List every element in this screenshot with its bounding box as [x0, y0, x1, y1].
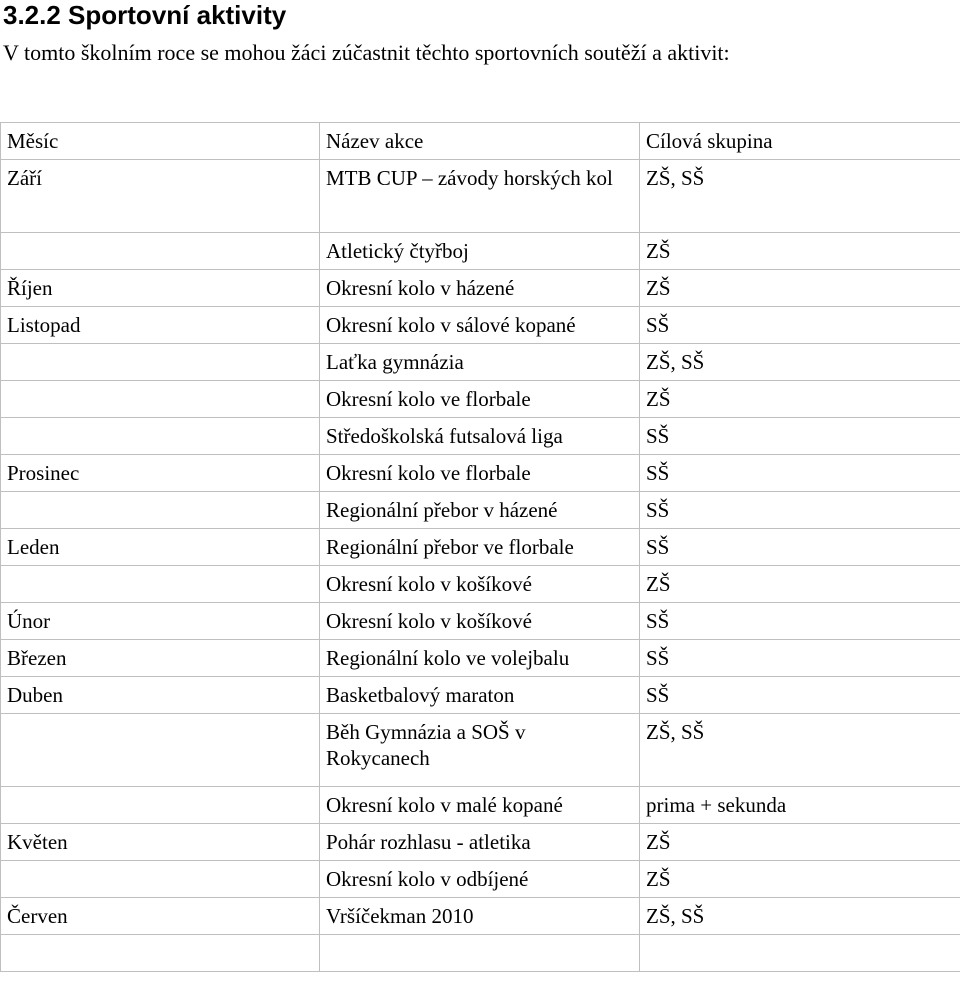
cell-event: Basketbalový maraton — [320, 677, 640, 714]
header-target-group: Cílová skupina — [640, 123, 960, 160]
cell-target: prima + sekunda — [640, 787, 960, 824]
cell-month: Duben — [1, 677, 320, 714]
cell-target: SŠ — [640, 677, 960, 714]
cell-event — [320, 935, 640, 972]
cell-month — [1, 344, 320, 381]
cell-target: SŠ — [640, 492, 960, 529]
cell-event: Okresní kolo ve florbale — [320, 381, 640, 418]
table-row — [1, 492, 960, 529]
cell-target: SŠ — [640, 640, 960, 677]
cell-month: Květen — [1, 824, 320, 861]
table-row — [1, 640, 960, 677]
cell-target: ZŠ, SŠ — [640, 714, 960, 787]
cell-month — [1, 861, 320, 898]
cell-month: Listopad — [1, 307, 320, 344]
cell-event: Regionální kolo ve volejbalu — [320, 640, 640, 677]
cell-month: Září — [1, 160, 320, 233]
table-row — [1, 677, 960, 714]
cell-target: SŠ — [640, 603, 960, 640]
cell-month — [1, 566, 320, 603]
cell-month — [1, 935, 320, 972]
cell-event: Okresní kolo v házené — [320, 270, 640, 307]
table-row — [1, 233, 960, 270]
cell-event: Regionální přebor ve florbale — [320, 529, 640, 566]
cell-target: ZŠ — [640, 381, 960, 418]
cell-month: Únor — [1, 603, 320, 640]
cell-target: SŠ — [640, 529, 960, 566]
cell-month: Leden — [1, 529, 320, 566]
cell-target: ZŠ — [640, 824, 960, 861]
cell-month: Říjen — [1, 270, 320, 307]
cell-event: Okresní kolo v malé kopané — [320, 787, 640, 824]
cell-target: SŠ — [640, 307, 960, 344]
section-heading: 3.2.2 Sportovní aktivity — [3, 0, 287, 30]
cell-event: Okresní kolo v sálové kopané — [320, 307, 640, 344]
cell-month — [1, 233, 320, 270]
cell-month — [1, 381, 320, 418]
cell-event: Okresní kolo v košíkové — [320, 566, 640, 603]
cell-month — [1, 492, 320, 529]
cell-target: ZŠ — [640, 861, 960, 898]
cell-target: ZŠ, SŠ — [640, 160, 960, 233]
sports-activities-table — [0, 122, 960, 972]
cell-target: ZŠ — [640, 566, 960, 603]
cell-event: Vršíčekman 2010 — [320, 898, 640, 935]
cell-target: ZŠ, SŠ — [640, 898, 960, 935]
header-event-name: Název akce — [320, 123, 640, 160]
table-row — [1, 824, 960, 861]
table-row — [1, 270, 960, 307]
table-row — [1, 381, 960, 418]
table-row — [1, 418, 960, 455]
table-row — [1, 714, 960, 787]
cell-event: Okresní kolo v odbíjené — [320, 861, 640, 898]
cell-target: ZŠ, SŠ — [640, 344, 960, 381]
table-header-row — [1, 123, 960, 160]
cell-month: Prosinec — [1, 455, 320, 492]
cell-event: Běh Gymnázia a SOŠ v Rokycanech — [320, 714, 640, 787]
cell-month — [1, 418, 320, 455]
cell-event: Atletický čtyřboj — [320, 233, 640, 270]
table-row — [1, 603, 960, 640]
table-row — [1, 307, 960, 344]
table-row-empty — [1, 935, 960, 972]
cell-event: Okresní kolo v košíkové — [320, 603, 640, 640]
cell-target: ZŠ — [640, 270, 960, 307]
table-row — [1, 455, 960, 492]
cell-target: SŠ — [640, 418, 960, 455]
cell-event: Regionální přebor v házené — [320, 492, 640, 529]
cell-event: Středoškolská futsalová liga — [320, 418, 640, 455]
table-row — [1, 529, 960, 566]
cell-target — [640, 935, 960, 972]
cell-target: SŠ — [640, 455, 960, 492]
cell-month — [1, 714, 320, 787]
cell-target: ZŠ — [640, 233, 960, 270]
cell-month — [1, 787, 320, 824]
cell-event: Laťka gymnázia — [320, 344, 640, 381]
table-row — [1, 787, 960, 824]
cell-month: Březen — [1, 640, 320, 677]
cell-event: MTB CUP – závody horských kol — [320, 160, 640, 233]
header-month: Měsíc — [1, 123, 320, 160]
cell-event: Pohár rozhlasu - atletika — [320, 824, 640, 861]
table-row — [1, 160, 960, 233]
table-row — [1, 861, 960, 898]
cell-month: Červen — [1, 898, 320, 935]
intro-paragraph: V tomto školním roce se mohou žáci zúčastnit těchto sportovních soutěží a aktivit: — [3, 40, 730, 65]
table-row — [1, 898, 960, 935]
cell-event: Okresní kolo ve florbale — [320, 455, 640, 492]
table-row — [1, 344, 960, 381]
table-row — [1, 566, 960, 603]
